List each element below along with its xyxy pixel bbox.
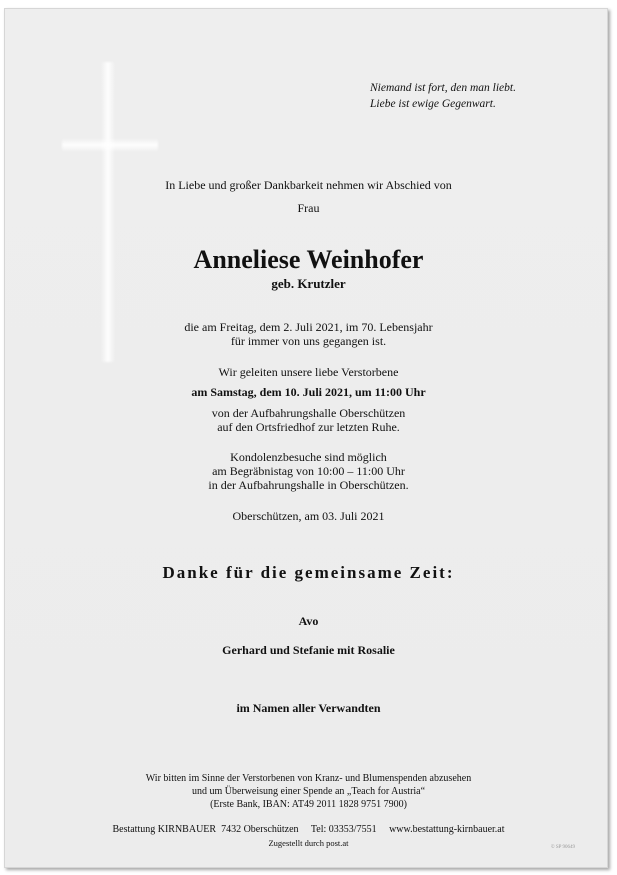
intro-line: In Liebe und großer Dankbarkeit nehmen wir Abschied von	[165, 178, 452, 192]
funeral-line-2: auf den Ortsfriedhof zur letzten Ruhe.	[217, 420, 400, 434]
donation-line-2: und um Überweisung einer Spende an „Teach for Austria“	[191, 786, 426, 797]
relatives-line: im Namen aller Verwandten	[236, 701, 381, 715]
obituary-sheet	[4, 8, 608, 868]
funeral-home-info	[0, 823, 617, 836]
mourner-name-1: Avo	[298, 614, 319, 628]
funeral-home-website: www.bestattung-kirnbauer.at	[389, 824, 505, 835]
donation-line-3: (Erste Bank, IBAN: AT49 2011 1828 9751 7900)	[210, 799, 407, 810]
funeral-home-address: 7432 Oberschützen	[221, 824, 299, 835]
donation-line-1: Wir bitten im Sinne der Verstorbenen von Kranz- und Blumenspenden abzusehen	[145, 773, 472, 784]
watermark: © SP 90649	[550, 845, 575, 850]
condolence-line-1: Kondolenzbesuche sind möglich	[230, 450, 387, 464]
quote	[370, 80, 516, 112]
birth-name: geb. Krutzler	[271, 276, 346, 291]
quote-line-2: Liebe ist ewige Gegenwart.	[370, 98, 496, 110]
funeral-home-phone: Tel: 03353/7551	[310, 824, 377, 835]
deceased-name: Anneliese Weinhofer	[193, 245, 424, 274]
thanks-heading: Danke für die gemeinsame Zeit:	[162, 563, 455, 582]
condolence-line-3: in der Aufbahrungshalle in Oberschützen.	[208, 478, 409, 492]
salutation: Frau	[297, 201, 320, 215]
death-line-1: die am Freitag, dem 2. Juli 2021, im 70. Lebensjahr	[184, 320, 433, 334]
funeral-home-name: Bestattung KIRNBAUER	[112, 824, 217, 835]
death-line-2: für immer von uns gegangen ist.	[230, 334, 387, 348]
delivery-note: Zugestellt durch post.at	[268, 838, 349, 848]
condolence-line-2: am Begräbnistag von 10:00 – 11:00 Uhr	[212, 464, 405, 478]
funeral-line-1: von der Aufbahrungshalle Oberschützen	[211, 406, 406, 420]
funeral-date: am Samstag, dem 10. Juli 2021, um 11:00 Uhr	[191, 385, 426, 399]
funeral-intro: Wir geleiten unsere liebe Verstorbene	[218, 365, 399, 379]
mourner-name-2: Gerhard und Stefanie mit Rosalie	[222, 643, 395, 657]
cross-icon-horizontal	[62, 138, 158, 152]
quote-line-1: Niemand ist fort, den man liebt.	[370, 82, 516, 94]
place-date: Oberschützen, am 03. Juli 2021	[232, 509, 385, 523]
